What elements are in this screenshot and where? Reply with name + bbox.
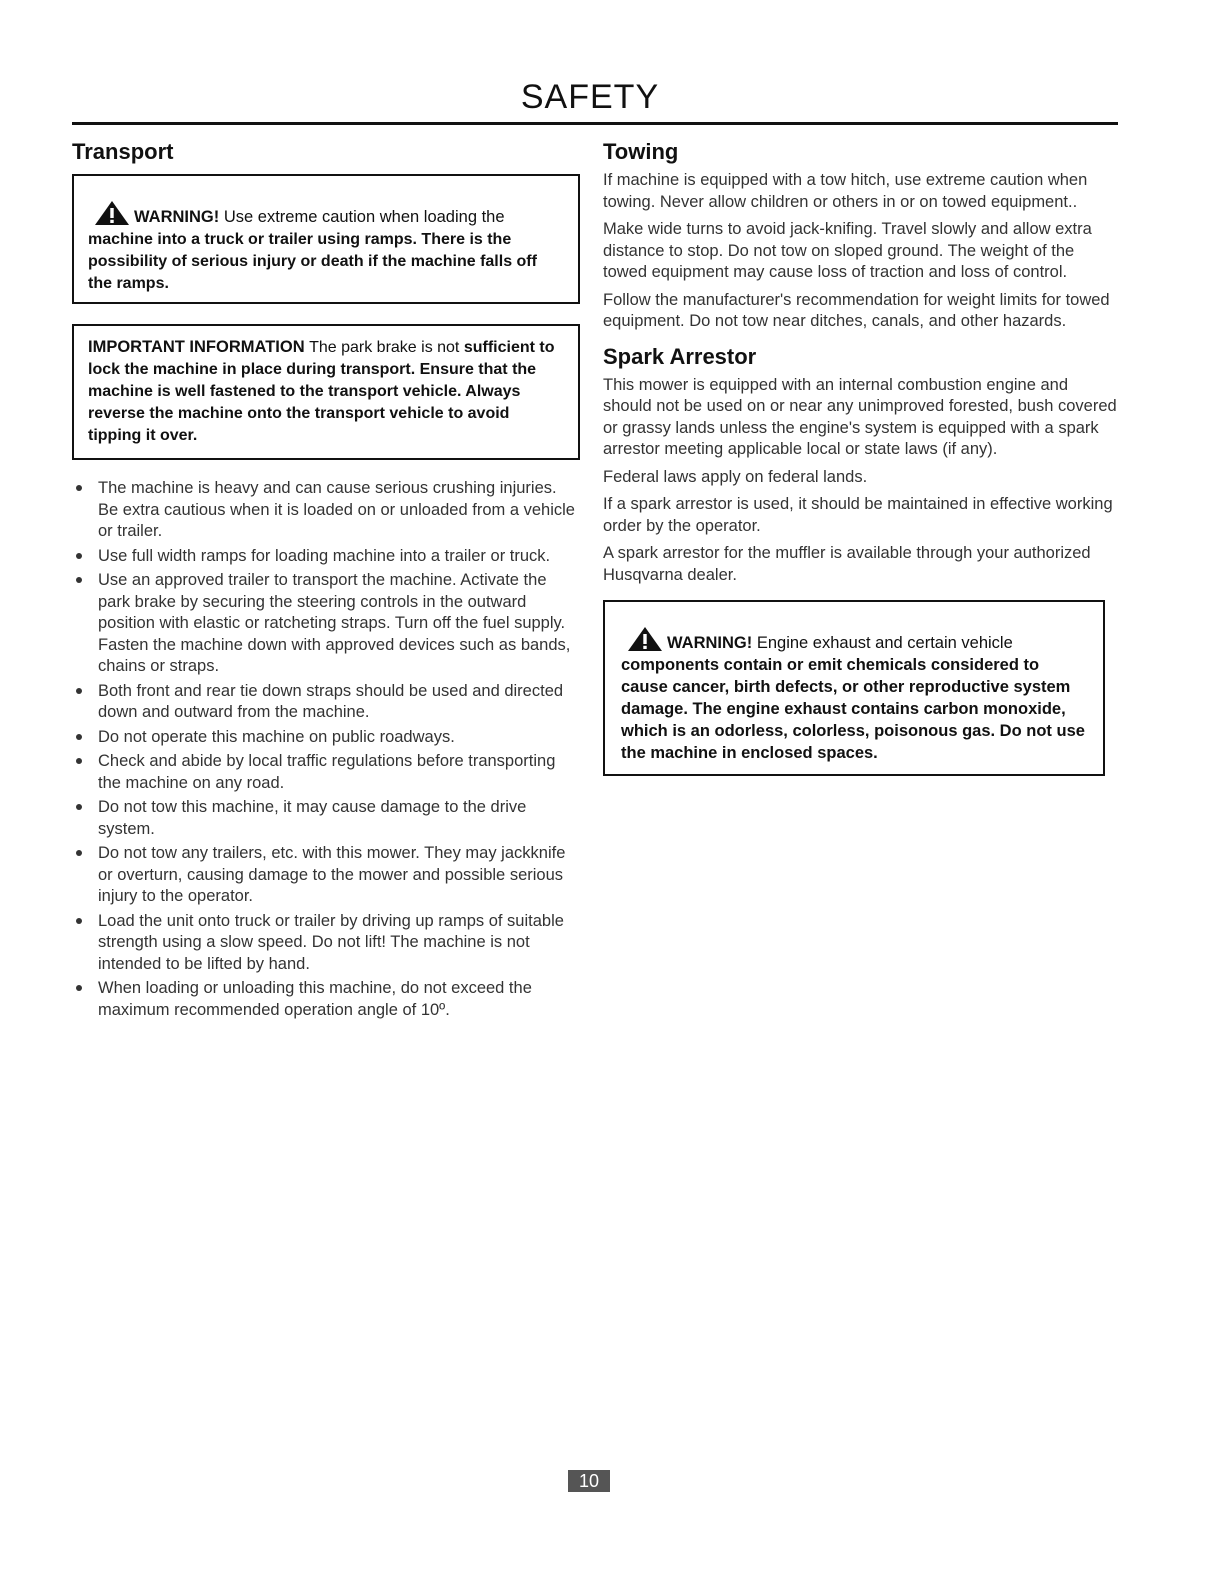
list-item: Use an approved trailer to transport the machine. Activate the park brake by securing the steering controls in the outward position with elastic or ratcheting straps. Turn off the fuel supply. Fasten the machine down with approved devices such as bands, chains or straps. xyxy=(72,570,580,678)
spark-arrestor-paragraph: A spark arrestor for the muffler is available through your authorized Husqvarna dealer. xyxy=(603,544,1091,584)
transport-warning-lead-text: Use extreme caution when loading the xyxy=(223,208,505,226)
engine-warning-lead-text: Engine exhaust and certain vehicle xyxy=(756,634,1013,652)
towing-heading: Towing xyxy=(603,139,679,164)
towing-paragraph: Follow the manufacturer's recommendation for weight limits for towed equipment. Do not tow near ditches, canals, and other hazards. xyxy=(603,290,1110,330)
spark-arrestor-paragraph: Federal laws apply on federal lands. xyxy=(603,467,868,486)
transport-heading: Transport xyxy=(72,139,174,164)
list-item: Do not operate this machine on public roadways. xyxy=(72,727,580,749)
title-rule xyxy=(72,122,1118,125)
list-item: Do not tow this machine, it may cause damage to the drive system. xyxy=(72,797,580,840)
spark-arrestor-heading: Spark Arrestor xyxy=(603,343,757,369)
spark-arrestor-paragraph: If a spark arrestor is used, it should be maintained in effective working order by the operator. xyxy=(603,495,1113,535)
engine-warning-lead xyxy=(621,634,1013,652)
towing-text xyxy=(603,170,1118,333)
transport-warning-box xyxy=(72,174,580,304)
transport-warning-lead xyxy=(88,208,505,226)
warning-triangle-icon xyxy=(94,200,130,226)
page-title: SAFETY xyxy=(520,78,660,116)
transport-bullet-list xyxy=(72,478,580,1021)
list-item: Check and abide by local traffic regulations before transporting the machine on any road. xyxy=(72,751,580,794)
list-item: Load the unit onto truck or trailer by driving up ramps of suitable strength using a slow speed. Do not lift! The machine is not intended to be lifted by hand. xyxy=(72,911,580,976)
warning-triangle-icon xyxy=(627,626,663,652)
engine-warning-text: components contain or emit chemicals considered to cause cancer, birth defects, or other reproductive system damage. The engine exhaust contains carbon monoxide, which is an odorless, colorless, poisonous gas. Do not use the machine in enclosed spaces. xyxy=(621,656,1085,762)
important-information-label: IMPORTANT INFORMATION xyxy=(88,338,305,356)
left-column xyxy=(72,138,580,1024)
page-number: 10 xyxy=(568,1470,610,1492)
engine-warning-label: WARNING! xyxy=(667,634,753,652)
important-information-text: sufficient to lock the machine in place during transport. Ensure that the machine is well fastened to the transport vehicle. Always reverse the machine onto the transport vehicle to avoid tipping it over. xyxy=(88,339,555,444)
spark-arrestor-paragraph: This mower is equipped with an internal combustion engine and should not be used on or near any unimproved forested, bush covered or grassy lands unless the engine's system is equipped with a spark arrestor meeting applicable local or state laws (if any). xyxy=(603,375,1117,458)
list-item: Both front and rear tie down straps should be used and directed down and outward from the machine. xyxy=(72,681,580,724)
right-column xyxy=(603,138,1118,776)
transport-warning-label: WARNING! xyxy=(134,208,220,226)
engine-exhaust-warning-box xyxy=(603,600,1105,776)
list-item: Do not tow any trailers, etc. with this mower. They may jackknife or overturn, causing damage to the mower and possible serious injury to the operator. xyxy=(72,843,580,908)
towing-paragraph: Make wide turns to avoid jack-knifing. Travel slowly and allow extra distance to stop. Do not tow on sloped ground. The weight of the towed equipment may cause loss of traction and loss of control. xyxy=(603,220,1092,281)
important-information-lead-text: The park brake is not xyxy=(309,339,460,356)
transport-warning-text: machine into a truck or trailer using ramps. There is the possibility of serious injury or death if the machine falls off the ramps. xyxy=(88,231,537,292)
list-item: When loading or unloading this machine, do not exceed the maximum recommended operation angle of 10º. xyxy=(72,978,580,1021)
list-item: Use full width ramps for loading machine into a trailer or truck. xyxy=(72,546,580,568)
spark-arrestor-text xyxy=(603,375,1118,587)
important-information-box xyxy=(72,324,580,460)
towing-paragraph: If machine is equipped with a tow hitch, use extreme caution when towing. Never allow children or others in or on towed equipment.. xyxy=(603,171,1088,211)
list-item: The machine is heavy and can cause serious crushing injuries. Be extra cautious when it is loaded on or unloaded from a vehicle or trailer. xyxy=(72,478,580,543)
